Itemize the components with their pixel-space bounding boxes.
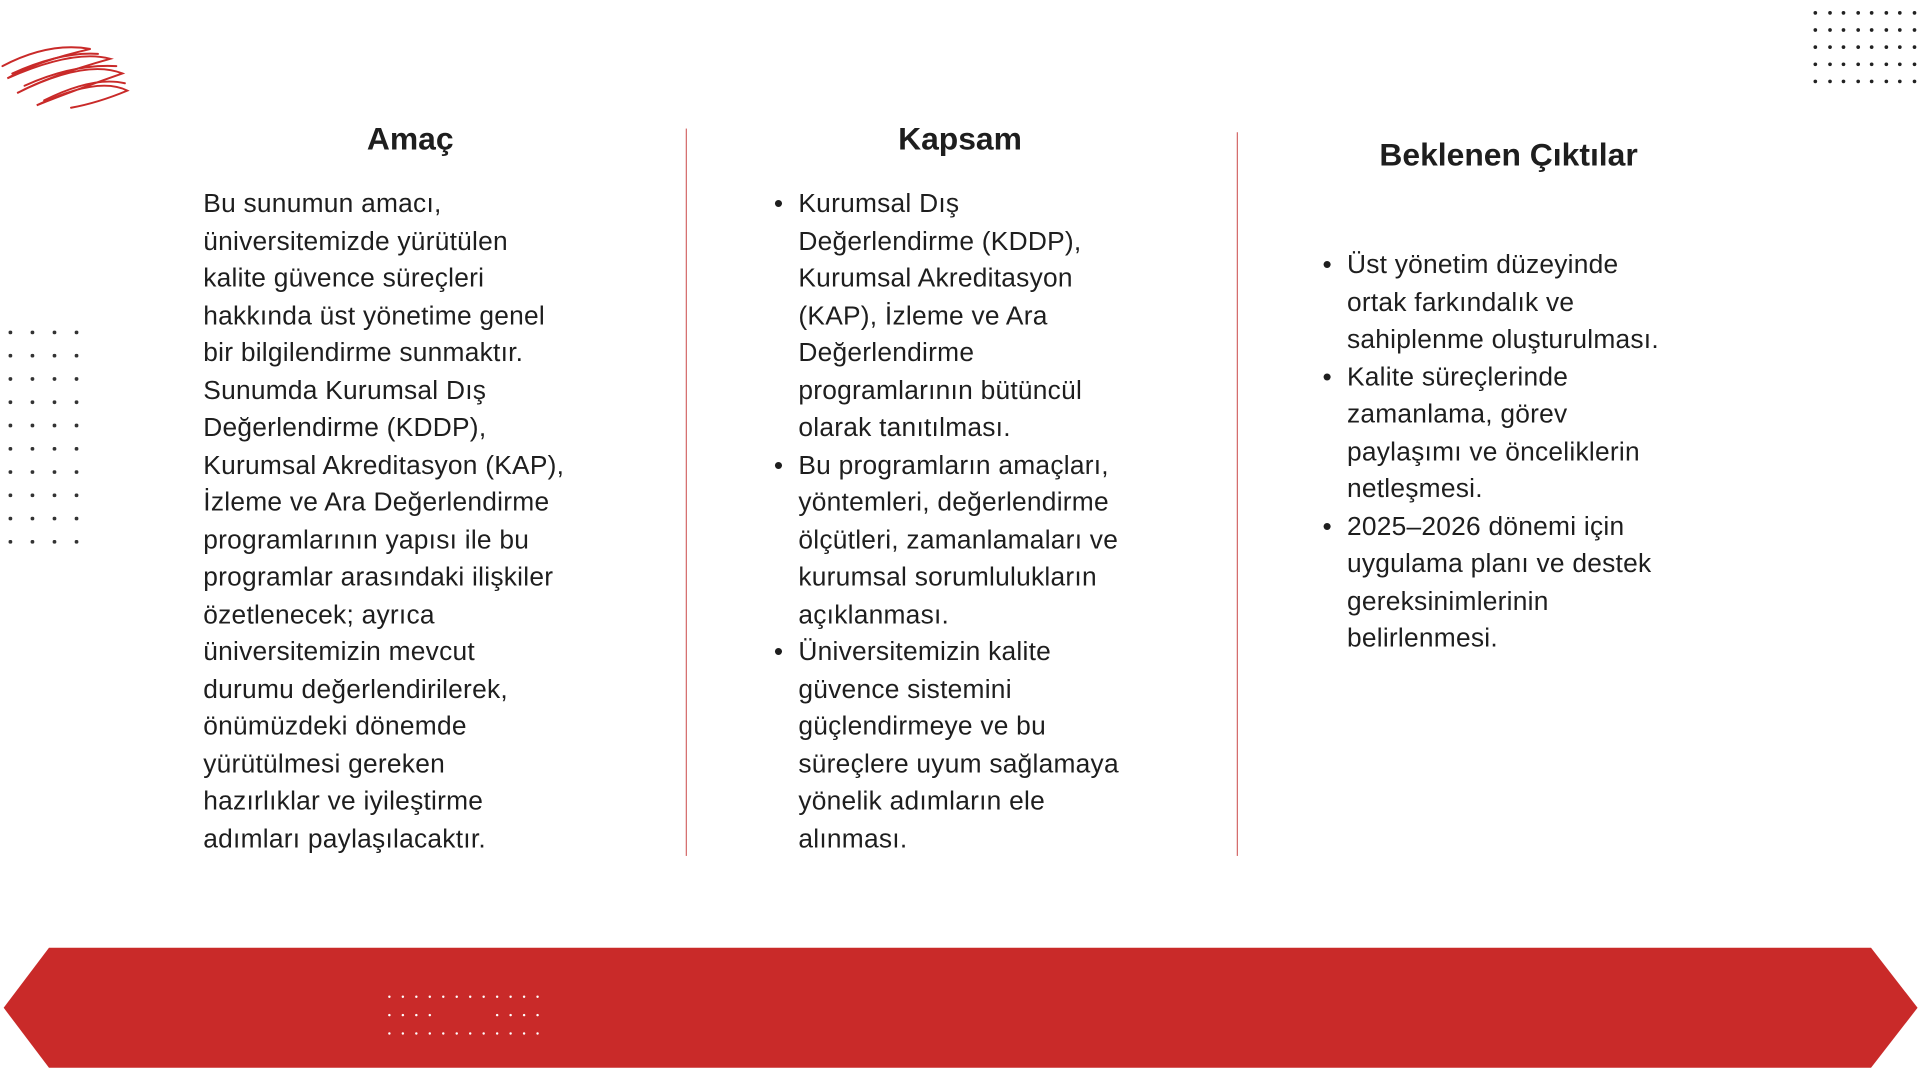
dot bbox=[496, 1014, 498, 1016]
amac-paragraph bbox=[203, 185, 564, 857]
red-scribble-decoration bbox=[0, 44, 135, 113]
dot bbox=[509, 996, 511, 998]
dot bbox=[388, 996, 390, 998]
dot bbox=[9, 331, 12, 334]
heading-beklenen-ciktilar: Beklenen Çıktılar bbox=[1379, 135, 1638, 173]
text-line: İzleme ve Ara Değerlendirme bbox=[203, 487, 550, 517]
dot bbox=[1912, 11, 1916, 15]
text-line: üniversitemizin mevcut bbox=[203, 636, 475, 667]
dot bbox=[53, 400, 56, 403]
bullet-item bbox=[773, 633, 1119, 857]
dot bbox=[53, 354, 56, 357]
bullet-item bbox=[1322, 358, 1659, 507]
dot bbox=[1884, 11, 1888, 15]
dot bbox=[523, 1032, 525, 1034]
dot bbox=[1828, 28, 1832, 32]
dot bbox=[482, 1014, 484, 1016]
dot bbox=[75, 540, 78, 543]
bullet-icon: • bbox=[1322, 249, 1332, 280]
dot bbox=[1912, 62, 1916, 66]
bullet-icon: • bbox=[773, 450, 784, 480]
dot bbox=[523, 1014, 525, 1016]
dot bbox=[415, 1014, 417, 1016]
dot bbox=[75, 447, 78, 450]
text-line: Kurumsal Dış bbox=[798, 188, 960, 218]
text-line: Üniversitemizin kalite bbox=[798, 636, 1052, 667]
dot bbox=[9, 354, 12, 357]
bullet-item bbox=[773, 446, 1119, 633]
dot bbox=[1856, 11, 1860, 15]
dot bbox=[53, 331, 56, 334]
text-line: Kurumsal Akreditasyon (KAP), bbox=[203, 450, 565, 480]
text-line: alınması. bbox=[798, 823, 908, 853]
dot bbox=[1898, 11, 1902, 15]
dot bbox=[1856, 28, 1860, 32]
dot bbox=[1870, 11, 1874, 15]
dot bbox=[1828, 11, 1832, 15]
dot bbox=[1813, 28, 1817, 32]
dot bbox=[509, 1032, 511, 1034]
dot bbox=[1898, 80, 1902, 84]
heading-amac: Amaç bbox=[366, 120, 454, 157]
text-line: programlar arasındaki ilişkiler bbox=[203, 562, 554, 592]
text-line: yönelik adımların ele bbox=[798, 786, 1045, 816]
dot bbox=[9, 424, 12, 427]
dot bbox=[1884, 62, 1888, 66]
dot bbox=[9, 493, 12, 496]
dot bbox=[1842, 28, 1846, 32]
text-line: Kurumsal Akreditasyon bbox=[798, 263, 1073, 293]
column-divider bbox=[686, 129, 687, 856]
text-line: Kalite süreçlerinde bbox=[1346, 361, 1569, 392]
text-line: açıklanması. bbox=[798, 599, 950, 629]
text-line: süreçlere uyum sağlamaya bbox=[798, 748, 1119, 779]
dot bbox=[1870, 45, 1874, 49]
bullet-icon: • bbox=[773, 636, 784, 667]
text-line: Sunumda Kurumsal Dış bbox=[203, 375, 487, 405]
dot-grid-left bbox=[9, 331, 79, 543]
bullet-icon: • bbox=[773, 188, 784, 218]
text-line: Bu sunumun amacı, bbox=[203, 188, 442, 218]
dot bbox=[1884, 80, 1888, 84]
text-line: bir bilgilendirme sunmaktır. bbox=[203, 337, 524, 368]
dot bbox=[9, 400, 12, 403]
text-line: zamanlama, görev bbox=[1346, 399, 1568, 429]
dot bbox=[496, 996, 498, 998]
dot bbox=[1828, 62, 1832, 66]
dot bbox=[1842, 80, 1846, 84]
beklenen-ciktilar-list bbox=[1322, 246, 1659, 657]
text-line: adımları paylaşılacaktır. bbox=[203, 823, 486, 853]
dot bbox=[1912, 45, 1916, 49]
text-line: programlarının yapısı ile bu bbox=[203, 524, 530, 555]
bullet-item bbox=[773, 185, 1118, 446]
dot bbox=[1842, 45, 1846, 49]
dot bbox=[1912, 80, 1916, 84]
text-line: olarak tanıtılması. bbox=[798, 412, 1011, 443]
dot bbox=[31, 354, 34, 357]
dot bbox=[31, 517, 34, 520]
dot bbox=[523, 996, 525, 998]
bullet-icon: • bbox=[1322, 361, 1332, 392]
dot bbox=[1828, 45, 1832, 49]
text-line: önümüzdeki dönemde bbox=[203, 711, 467, 741]
text-line: durumu değerlendirilerek, bbox=[203, 674, 508, 704]
dot bbox=[1884, 45, 1888, 49]
dot bbox=[456, 996, 458, 998]
dot bbox=[31, 331, 34, 334]
dot bbox=[1884, 28, 1888, 32]
text-line: belirlenmesi. bbox=[1346, 623, 1498, 653]
dot bbox=[9, 377, 12, 380]
dot bbox=[53, 517, 56, 520]
dot bbox=[402, 996, 404, 998]
text-line: güçlendirmeye ve bu bbox=[798, 711, 1046, 741]
dot bbox=[53, 493, 56, 496]
dot bbox=[1813, 80, 1817, 84]
text-line: ölçütleri, zamanlamaları ve bbox=[798, 524, 1119, 555]
text-line: Değerlendirme bbox=[798, 337, 975, 368]
dot bbox=[1870, 80, 1874, 84]
dot bbox=[469, 1014, 471, 1016]
dot bbox=[9, 447, 12, 450]
dot bbox=[9, 540, 12, 543]
dot bbox=[402, 1014, 404, 1016]
dot bbox=[53, 447, 56, 450]
dot bbox=[1898, 45, 1902, 49]
column-divider bbox=[1237, 132, 1238, 856]
text-line: yürütülmesi gereken bbox=[203, 748, 445, 779]
dot bbox=[402, 1032, 404, 1034]
dot bbox=[75, 331, 78, 334]
text-line: (KAP), İzleme ve Ara bbox=[798, 300, 1048, 331]
text-line: hazırlıklar ve iyileştirme bbox=[203, 786, 484, 816]
dot bbox=[536, 1032, 538, 1034]
dot bbox=[415, 1032, 417, 1034]
dot bbox=[31, 400, 34, 403]
dot bbox=[442, 996, 444, 998]
text-line: özetlenecek; ayrıca bbox=[203, 599, 435, 629]
text-line: ortak farkındalık ve bbox=[1346, 287, 1575, 317]
dot bbox=[75, 354, 78, 357]
dot bbox=[429, 996, 431, 998]
dot bbox=[415, 996, 417, 998]
dot bbox=[53, 540, 56, 543]
dot bbox=[9, 517, 12, 520]
dot bbox=[53, 424, 56, 427]
dot bbox=[75, 400, 78, 403]
dot bbox=[1912, 28, 1916, 32]
dot bbox=[442, 1014, 444, 1016]
text-line: paylaşımı ve önceliklerin bbox=[1346, 436, 1640, 466]
dot-grid-banner bbox=[388, 996, 539, 1035]
dot bbox=[75, 493, 78, 496]
heading-kapsam: Kapsam bbox=[898, 120, 1022, 157]
dot bbox=[31, 470, 34, 473]
dot bbox=[75, 424, 78, 427]
dot bbox=[31, 377, 34, 380]
text-line: Değerlendirme (KDDP), bbox=[203, 412, 487, 443]
dot bbox=[1856, 80, 1860, 84]
dot bbox=[1898, 28, 1902, 32]
dot bbox=[1842, 11, 1846, 15]
dot bbox=[1898, 62, 1902, 66]
text-line: güvence sistemini bbox=[798, 674, 1012, 704]
dot bbox=[536, 1014, 538, 1016]
bullet-item bbox=[1322, 246, 1659, 358]
text-line: hakkında üst yönetime genel bbox=[203, 300, 546, 331]
text-line: kalite güvence süreçleri bbox=[203, 263, 485, 293]
text-line: yöntemleri, değerlendirme bbox=[798, 487, 1109, 517]
dot bbox=[53, 470, 56, 473]
text-line: netleşmesi. bbox=[1346, 473, 1483, 504]
dot bbox=[1813, 45, 1817, 49]
dot bbox=[75, 517, 78, 520]
dot bbox=[31, 424, 34, 427]
text-line: Bu programların amaçları, bbox=[798, 450, 1109, 480]
text-line: Değerlendirme (KDDP), bbox=[798, 225, 1082, 256]
text-line: üniversitemizde yürütülen bbox=[203, 225, 508, 256]
dot bbox=[1870, 28, 1874, 32]
dot bbox=[1856, 62, 1860, 66]
dot bbox=[1870, 62, 1874, 66]
dot bbox=[388, 1014, 390, 1016]
dot bbox=[482, 1032, 484, 1034]
dot bbox=[53, 377, 56, 380]
dot bbox=[31, 540, 34, 543]
dot bbox=[429, 1014, 431, 1016]
dot bbox=[442, 1032, 444, 1034]
dot bbox=[1813, 11, 1817, 15]
dot bbox=[509, 1014, 511, 1016]
text-line: programlarının bütüncül bbox=[798, 375, 1083, 405]
dot bbox=[456, 1014, 458, 1016]
text-line: uygulama planı ve destek bbox=[1346, 548, 1652, 578]
text-line: sahiplenme oluşturulması. bbox=[1346, 324, 1659, 354]
dot bbox=[31, 447, 34, 450]
dot bbox=[75, 377, 78, 380]
dot bbox=[1828, 80, 1832, 84]
dot bbox=[496, 1032, 498, 1034]
dot bbox=[31, 493, 34, 496]
dot bbox=[388, 1032, 390, 1034]
text-line: gereksinimlerinin bbox=[1346, 585, 1549, 616]
dot bbox=[1842, 62, 1846, 66]
kapsam-list bbox=[773, 185, 1119, 857]
dot bbox=[429, 1032, 431, 1034]
dot-grid-top-right bbox=[1813, 11, 1915, 83]
bullet-icon: • bbox=[1322, 511, 1332, 541]
dot bbox=[1813, 62, 1817, 66]
text-line: Üst yönetim düzeyinde bbox=[1346, 249, 1619, 280]
text-line: 2025–2026 dönemi için bbox=[1346, 511, 1625, 541]
dot bbox=[9, 470, 12, 473]
dot bbox=[456, 1032, 458, 1034]
dot bbox=[75, 470, 78, 473]
dot bbox=[536, 996, 538, 998]
dot bbox=[482, 996, 484, 998]
dot bbox=[1856, 45, 1860, 49]
red-footer-banner bbox=[0, 943, 1920, 1073]
dot bbox=[469, 996, 471, 998]
dot bbox=[469, 1032, 471, 1034]
bullet-item bbox=[1322, 508, 1659, 657]
text-line: kurumsal sorumlulukların bbox=[798, 562, 1097, 592]
